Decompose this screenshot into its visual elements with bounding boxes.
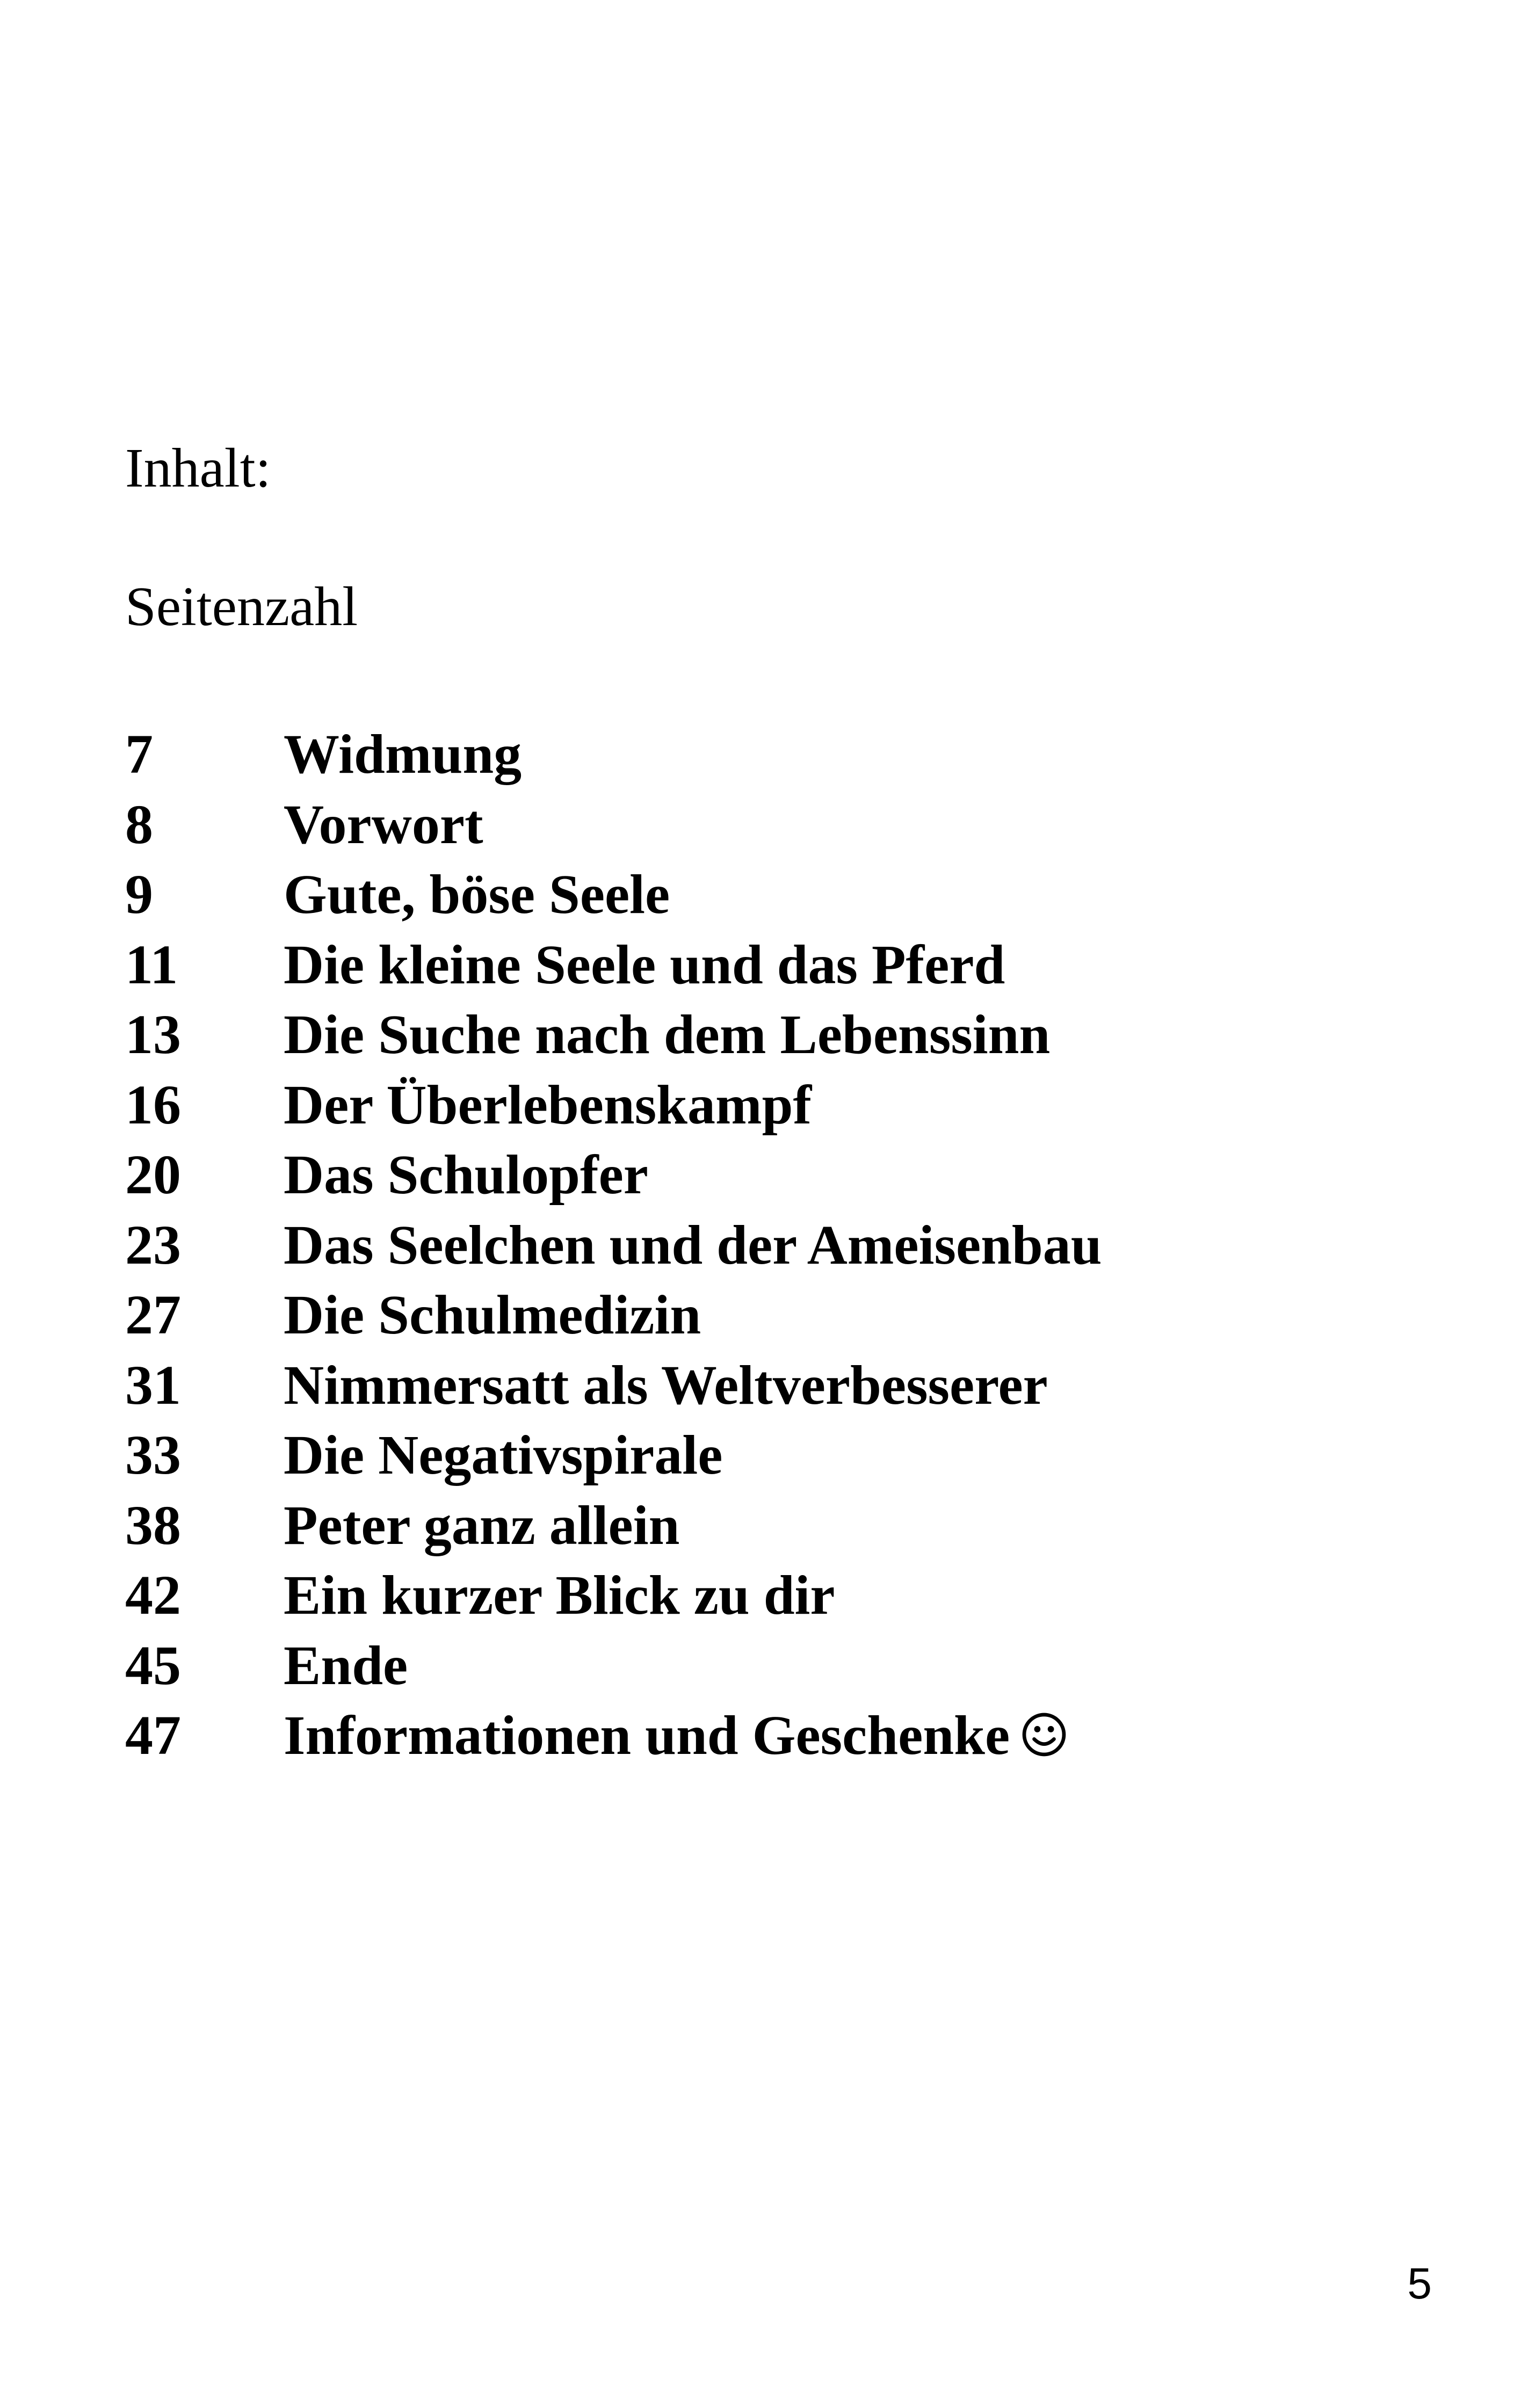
toc-page-number: 31 (125, 1354, 181, 1416)
toc-page-number: 33 (125, 1424, 181, 1486)
toc-page-number: 11 (125, 933, 178, 996)
toc-title: Ende (284, 1634, 408, 1696)
toc-title: Die Negativspirale (284, 1424, 723, 1486)
toc-title: Peter ganz allein (284, 1494, 680, 1556)
toc-title: Das Schulopfer (284, 1144, 648, 1206)
toc-page-number: 38 (125, 1494, 181, 1556)
page-number: 5 (1407, 2259, 1432, 2308)
toc-title: Die kleine Seele und das Pferd (284, 933, 1005, 996)
toc-title-with-icon (284, 1701, 1067, 1771)
toc-page-number: 13 (125, 1004, 181, 1065)
toc-title: Die Suche nach dem Lebenssinn (284, 1004, 1051, 1065)
toc-title: Der Überlebenskampf (284, 1074, 812, 1136)
toc-page-number: 42 (125, 1564, 181, 1626)
toc-page-number: 45 (125, 1634, 181, 1696)
toc-page-number: 8 (125, 793, 153, 855)
toc-title: Gute, böse Seele (284, 864, 670, 925)
toc-page-number: 16 (125, 1074, 181, 1136)
toc-page-number: 27 (125, 1284, 181, 1346)
smiley-face-icon (1022, 1712, 1067, 1757)
toc-page-number: 20 (125, 1144, 181, 1206)
toc-title: Widmung (284, 723, 522, 785)
toc-title: Nimmersatt als Weltverbesserer (284, 1354, 1048, 1416)
toc-title: Ein kurzer Blick zu dir (284, 1564, 835, 1626)
toc-title: Informationen und Geschenke (284, 1705, 1010, 1766)
toc-page-number: 47 (125, 1705, 181, 1766)
page-column-label: Seitenzahl (125, 576, 358, 637)
toc-page-number: 23 (125, 1214, 181, 1276)
toc-title: Das Seelchen und der Ameisenbau (284, 1214, 1102, 1276)
toc-page-number: 9 (125, 864, 153, 925)
toc-title: Die Schulmedizin (284, 1284, 701, 1346)
toc-page-number: 7 (125, 723, 153, 785)
contents-heading: Inhalt: (125, 437, 271, 499)
toc-title: Vorwort (284, 793, 483, 855)
